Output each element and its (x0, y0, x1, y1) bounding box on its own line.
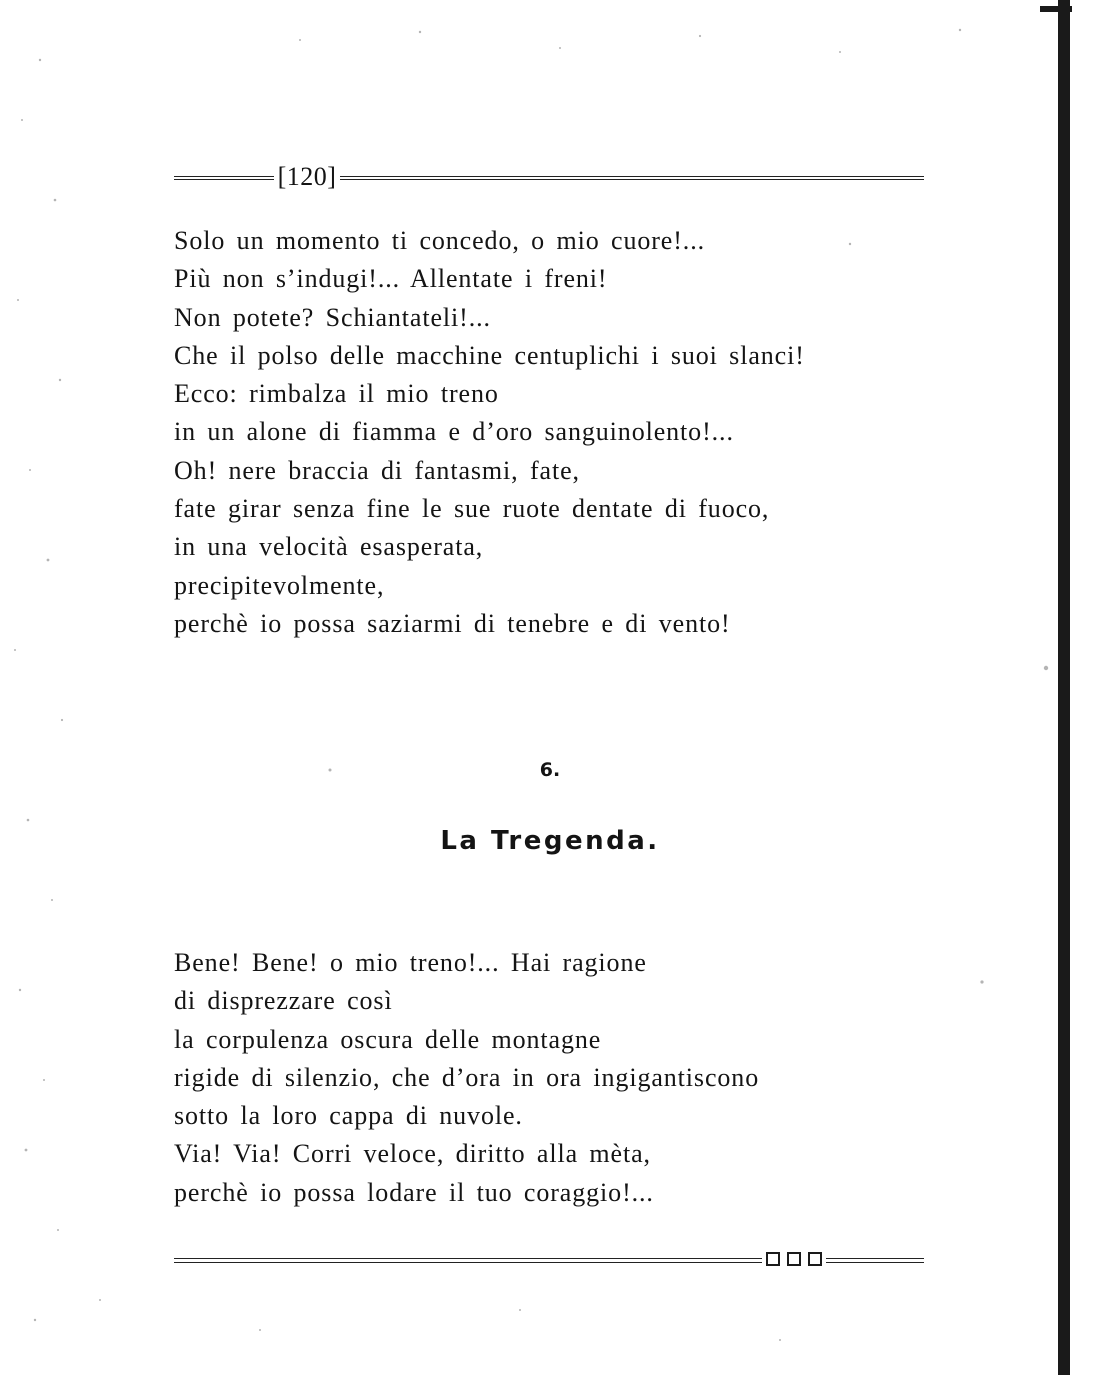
verse-line: Non potete? Schiantateli!... (174, 302, 491, 332)
verse-line: di disprezzare così (174, 986, 393, 1016)
footer-rule-right (826, 1258, 924, 1263)
verse-line: Più non s’indugi!... Allentate i freni! (174, 264, 608, 294)
page-footer (174, 1250, 924, 1274)
verse-line: Che il polso delle macchine centuplichi i suoi slanci! (174, 340, 805, 370)
verse-line: Via! Via! Corri veloce, diritto alla mèta, (174, 1139, 651, 1169)
poem-stanza-two (174, 944, 759, 1212)
verse-line: in un alone di fiamma e d’oro sanguinolento!... (174, 417, 734, 447)
verse-line: in una velocità esasperata, (174, 532, 484, 562)
ornament-square-icon (787, 1252, 801, 1266)
footer-ornament (766, 1252, 822, 1266)
verse-line: la corpulenza oscura delle montagne (174, 1024, 602, 1054)
verse-line: perchè io possa lodare il tuo coraggio!... (174, 1177, 654, 1207)
verse-line: Ecco: rimbalza il mio treno (174, 379, 499, 409)
verse-line: perchè io possa saziarmi di tenebre e di vento! (174, 608, 731, 638)
poem-stanza-one (174, 222, 805, 643)
verse-line: Bene! Bene! o mio treno!... Hai ragione (174, 948, 647, 977)
verse-line: Solo un momento ti concedo, o mio cuore!... (174, 226, 706, 255)
header-rule-left (174, 176, 274, 180)
page-header (174, 162, 924, 192)
verse-line: precipitevolmente, (174, 570, 385, 600)
verse-line: fate girar senza fine le sue ruote dentate di fuoco, (174, 494, 770, 524)
header-rule-right (340, 176, 924, 180)
section-number: 6. (539, 759, 561, 781)
verse-line: Oh! nere braccia di fantasmi, fate, (174, 455, 580, 485)
verse-line: rigide di silenzio, che d’ora in ora ingigantiscono (174, 1062, 760, 1092)
verse-line: sotto la loro cappa di nuvole. (174, 1101, 523, 1131)
page-number: [120] (277, 162, 337, 191)
section-title: La Tregenda. (440, 826, 660, 856)
ornament-square-icon (766, 1252, 780, 1266)
ornament-square-icon (808, 1252, 822, 1266)
page-gutter-shadow (1058, 0, 1070, 1375)
footer-rule-left (174, 1258, 762, 1263)
